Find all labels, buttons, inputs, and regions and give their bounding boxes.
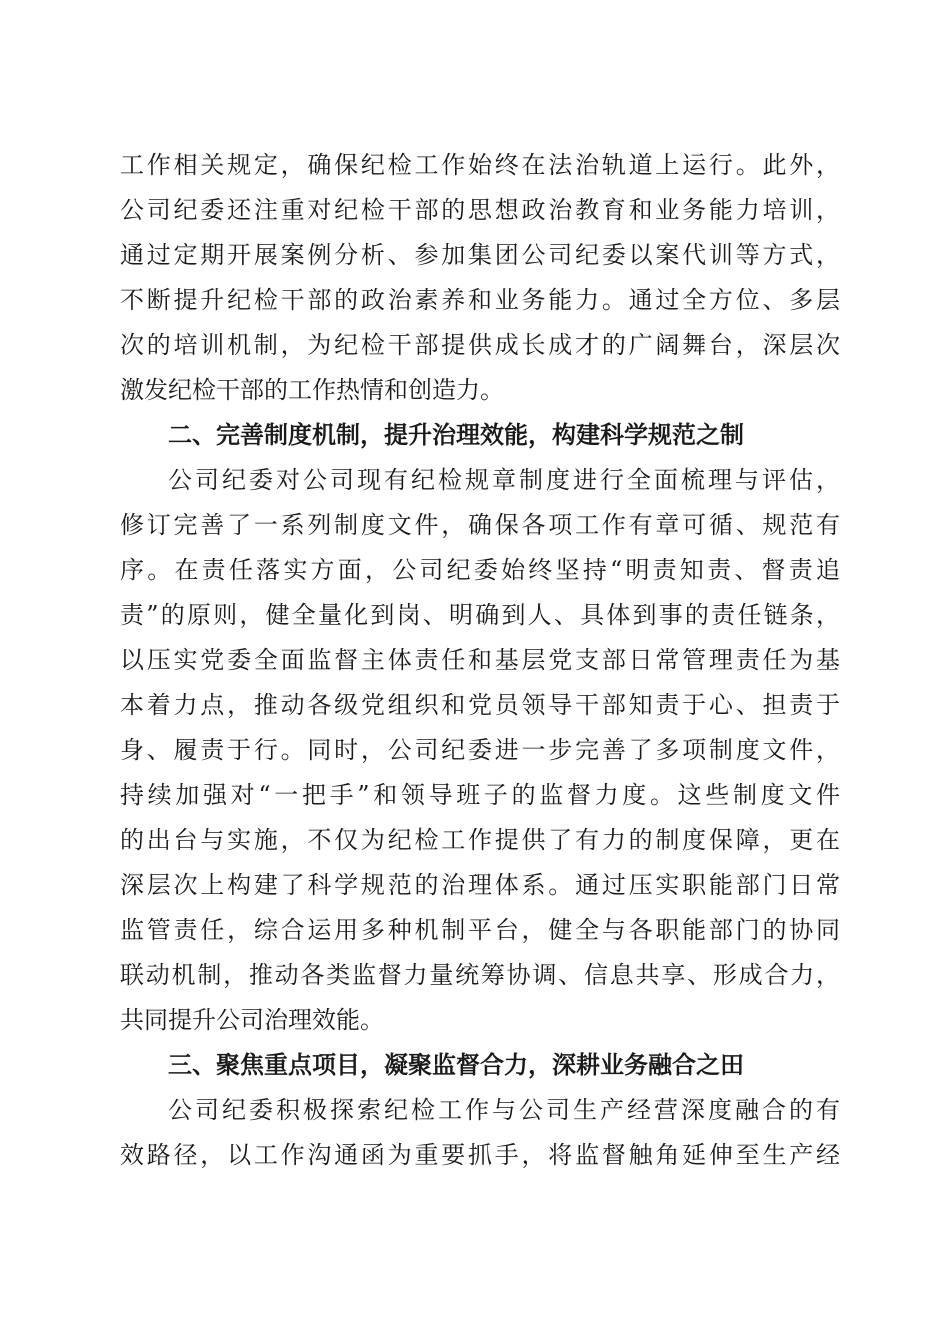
paragraph-1-line-6: 激发纪检干部的工作热情和创造力。 (120, 376, 504, 404)
section-heading-2: 二、完善制度机制，提升治理效能，构建科学规范之制 (168, 421, 744, 449)
paragraph-2-line-9: 的出台与实施，不仅为纪检工作提供了有力的制度保障，更在 (120, 826, 840, 854)
paragraph-2-line-3: 序。在责任落实方面，公司纪委始终坚持“明责知责、督责追 (120, 556, 840, 584)
paragraph-2-line-6: 本着力点，推动各级党组织和党员领导干部知责于心、担责于 (120, 691, 840, 719)
paragraph-2-line-13: 共同提升公司治理效能。 (120, 1006, 384, 1034)
paragraph-2-line-5: 以压实党委全面监督主体责任和基层党支部日常管理责任为基 (120, 646, 840, 674)
paragraph-1-line-3: 通过定期开展案例分析、参加集团公司纪委以案代训等方式， (120, 241, 840, 269)
paragraph-1-line-5: 次的培训机制，为纪检干部提供成长成才的广阔舞台，深层次 (120, 331, 840, 359)
paragraph-3-line-1: 公司纪委积极探索纪检工作与公司生产经营深度融合的有 (168, 1096, 840, 1124)
paragraph-1-line-2: 公司纪委还注重对纪检干部的思想政治教育和业务能力培训， (120, 196, 840, 224)
paragraph-2-line-10: 深层次上构建了科学规范的治理体系。通过压实职能部门日常 (120, 871, 840, 899)
paragraph-1-line-4: 不断提升纪检干部的政治素养和业务能力。通过全方位、多层 (120, 286, 840, 314)
section-heading-3: 三、聚焦重点项目，凝聚监督合力，深耕业务融合之田 (168, 1051, 744, 1079)
paragraph-3-line-2: 效路径，以工作沟通函为重要抓手，将监督触角延伸至生产经 (120, 1141, 840, 1169)
paragraph-2-line-4: 责”的原则，健全量化到岗、明确到人、具体到事的责任链条， (120, 601, 840, 629)
paragraph-1-line-1: 工作相关规定，确保纪检工作始终在法治轨道上运行。此外， (120, 151, 840, 179)
paragraph-2-line-12: 联动机制，推动各类监督力量统筹协调、信息共享、形成合力， (120, 961, 840, 989)
paragraph-2-line-1: 公司纪委对公司现有纪检规章制度进行全面梳理与评估， (168, 466, 840, 494)
paragraph-2-line-11: 监管责任，综合运用多种机制平台，健全与各职能部门的协同 (120, 916, 840, 944)
paragraph-2-line-8: 持续加强对“一把手”和领导班子的监督力度。这些制度文件 (120, 781, 840, 809)
paragraph-2-line-7: 身、履责于行。同时，公司纪委进一步完善了多项制度文件， (120, 736, 840, 764)
paragraph-2-line-2: 修订完善了一系列制度文件，确保各项工作有章可循、规范有 (120, 511, 840, 539)
